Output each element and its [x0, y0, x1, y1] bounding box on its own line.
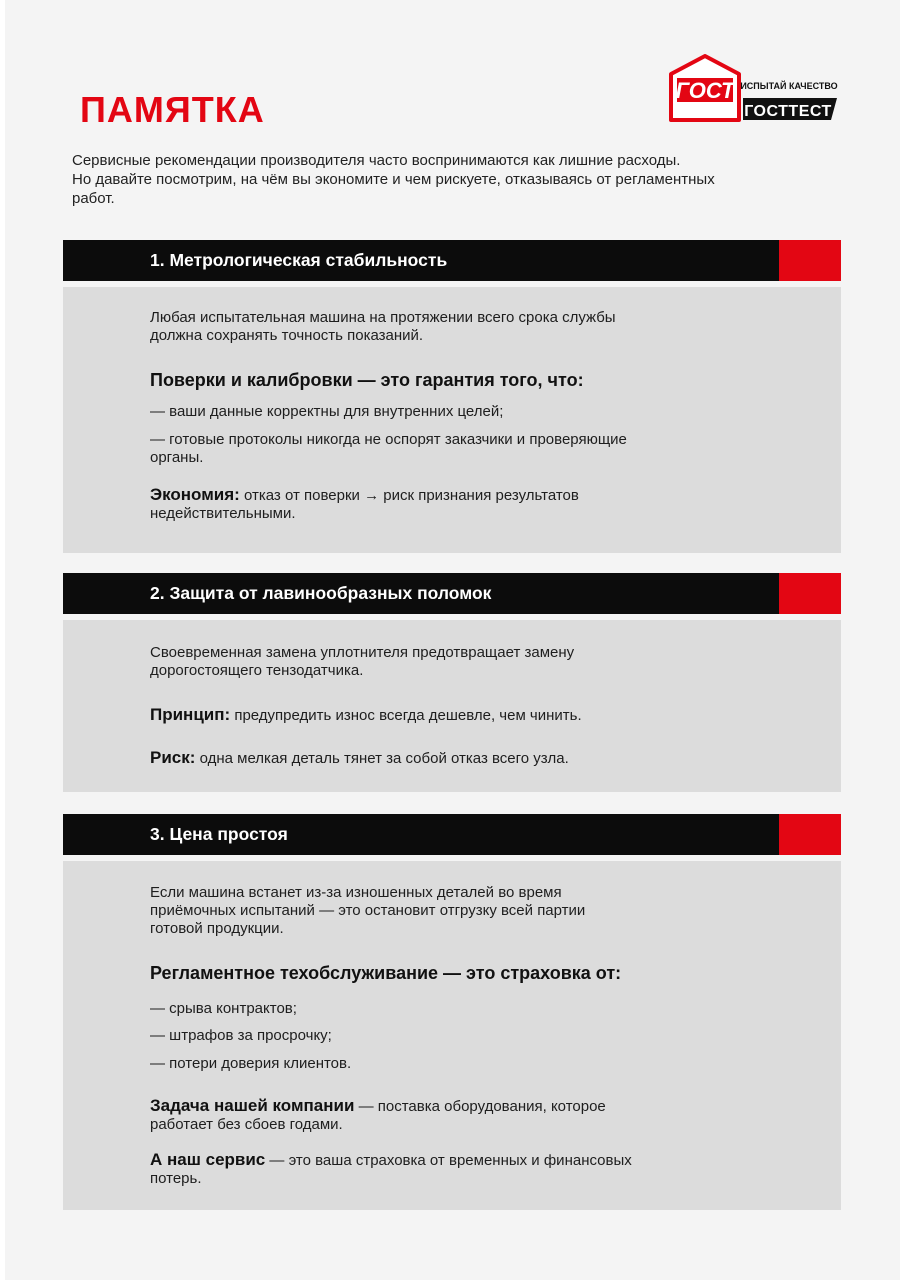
section-1-note: Экономия: отказ от поверки → риск признания результатов недействительными.	[150, 485, 579, 522]
memo-page	[5, 0, 900, 1280]
section-3-item-3: — потери доверия клиентов.	[150, 1055, 352, 1072]
section-2-principle-label: Принцип:	[150, 705, 231, 724]
section-2-risk: Риск: одна мелкая деталь тянет за собой отказ всего узла.	[150, 748, 569, 767]
section-3-service: А наш сервис — это ваша страховка от временных и финансовых потерь.	[150, 1150, 632, 1187]
section-1-text: Любая испытательная машина на протяжении всего срока службы должна сохранять точность показаний.	[150, 309, 616, 344]
section-1-accent	[779, 240, 841, 281]
section-2-card	[63, 620, 841, 792]
section-3-card	[63, 861, 841, 1210]
section-2-text: Своевременная замена уплотнителя предотвращает замену дорогостоящего тензодатчика.	[150, 644, 575, 679]
section-1-item-2: — готовые протоколы никогда не оспорят заказчики и проверяющие органы.	[150, 431, 627, 466]
section-1-header	[63, 240, 841, 281]
section-2-risk-label: Риск:	[150, 748, 196, 767]
section-3-service-label: А наш сервис	[150, 1150, 266, 1169]
intro-text: Сервисные рекомендации производителя часто воспринимаются как лишние расходы. Но давайте посмотрим, на чём вы экономите и чем рискуете, отказываясь от регламентных работ.	[72, 152, 715, 207]
section-1-title: 1. Метрологическая стабильность	[150, 250, 448, 270]
section-3-task-label: Задача нашей компании	[150, 1096, 355, 1115]
section-3-title: 3. Цена простоя	[150, 824, 288, 844]
section-3-header	[63, 814, 841, 855]
section-2-principle: Принцип: предупредить износ всегда дешевле, чем чинить.	[150, 705, 582, 724]
section-1-item-1: — ваши данные корректны для внутренних целей;	[150, 403, 504, 420]
page-title: ПАМЯТКА	[80, 89, 265, 130]
section-3-item-1: — срыва контрактов;	[150, 1000, 297, 1017]
logo-emblem-text: ГОСТ	[675, 78, 735, 103]
section-1-note-label: Экономия:	[150, 485, 240, 504]
section-1-subheading: Поверки и калибровки — это гарантия того, что:	[150, 370, 584, 390]
section-3-text: Если машина встанет из-за изношенных деталей во время приёмочных испытаний — это остановит отгрузку всей партии готовой продукции.	[150, 884, 586, 937]
section-3-task: Задача нашей компании — поставка оборудования, которое работает без сбоев годами.	[150, 1096, 606, 1133]
logo-tagline: ИСПЫТАЙ КАЧЕСТВО	[740, 81, 838, 91]
section-2-accent	[779, 573, 841, 614]
gosttest-logo	[669, 54, 839, 126]
section-2-title: 2. Защита от лавинообразных поломок	[150, 583, 492, 603]
section-3-item-2: — штрафов за просрочку;	[150, 1027, 332, 1044]
section-2-header	[63, 573, 841, 614]
section-3-subheading: Регламентное техобслуживание — это страховка от:	[150, 963, 622, 983]
logo-brand: ГОСТТЕСТ	[744, 103, 832, 120]
section-3-accent	[779, 814, 841, 855]
section-1-card	[63, 287, 841, 553]
